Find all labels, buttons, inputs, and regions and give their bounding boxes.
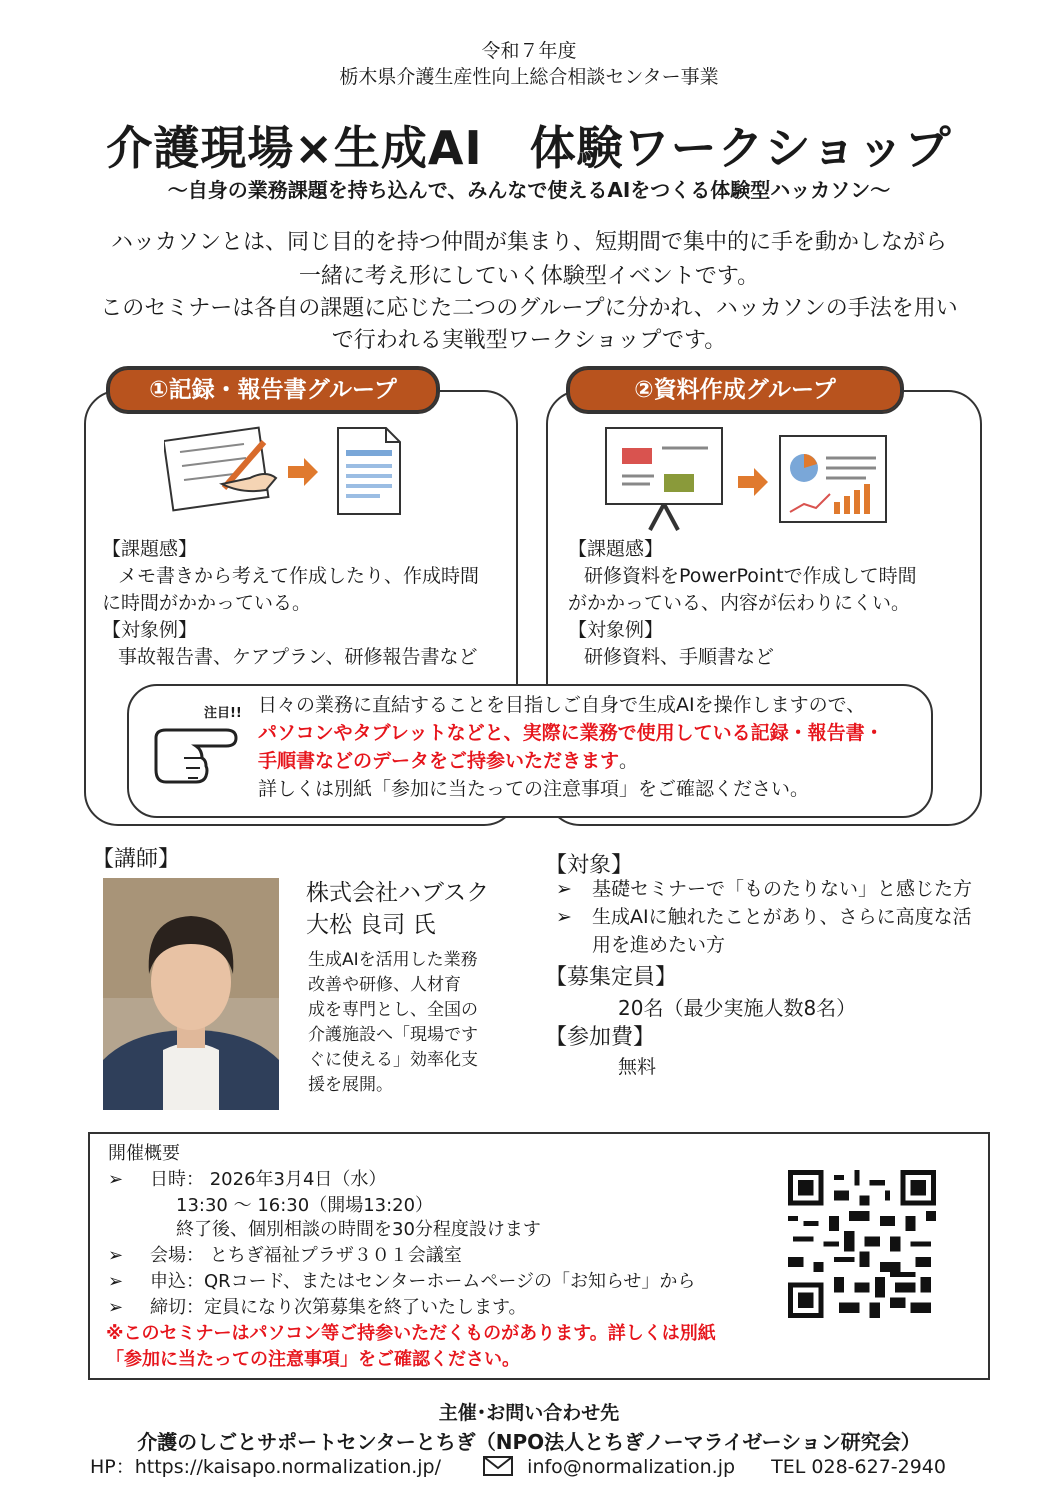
group2-target-heading: 【対象例】 [568,619,664,641]
lecturer-company: 株式会社ハブスク [306,880,490,906]
page-title: 介護現場×生成AI 体験ワークショップ [106,121,952,175]
event-heading: 開催概要 [108,1143,180,1164]
header-project: 栃木県介護生産性向上総合相談センター事業 [339,66,719,88]
notice-tag: 注目!! [204,706,242,721]
lecturer-photo [103,878,279,1110]
lecturer-bio-line: ぐに使える」効率化支 [308,1050,478,1070]
fee-value: 無料 [618,1056,657,1078]
event-venue-text: 会場： とちぎ福祉プラザ３０１会議室 [150,1245,462,1266]
page-subtitle: ～自身の業務課題を持ち込んで、みんなで使えるAIをつくる体験型ハッカソン～ [167,178,891,202]
lecturer-bio-line: 生成AIを活用した業務 [308,950,478,970]
target-heading: 【対象】 [545,853,634,878]
notice-highlight-text: 手順書などのデータをご持参いただきます [258,750,620,772]
intro-line: で行われる実戦型ワークショップです。 [331,328,727,353]
group1-issue-text: メモ書きから考えて作成したり、作成時間 [118,565,480,587]
group2-label: ②資料作成グループ [566,366,904,414]
event-apply [108,1270,695,1294]
group2-issue-text: がかかっている、内容が伝わりにくい。 [568,592,911,614]
writing-to-document-illustration [164,422,412,518]
event-date-text: 日時： 2026年3月4日（水） [150,1169,387,1190]
phone-number: TEL 028-627-2940 [771,1456,946,1478]
arrow-right-icon [288,458,318,486]
intro-line: 一緒に考え形にしていく体験型イベントです。 [298,264,760,289]
document-icon [338,428,400,514]
capacity-value: 20名（最少実施人数8名） [618,996,857,1020]
presentation-to-report-illustration [604,424,890,536]
bullet-arrow-icon: ➢ [108,1245,124,1266]
notice-period: 。 [619,750,639,772]
notice-highlight: パソコンやタブレットなどと、実際に業務で使用している記録・報告書・ [258,722,884,744]
group1-issue-text: に時間がかかっている。 [102,592,312,614]
pointing-hand-icon [148,716,252,788]
group1-target-heading: 【対象例】 [102,619,198,641]
writing-hand-icon [164,428,276,511]
qr-code[interactable] [788,1170,936,1318]
organizer-name: 介護のしごとサポートセンターとちぎ（NPO法人とちぎノーマライゼーション研究会） [137,1430,921,1454]
target-item-text: 用を進めたい方 [592,934,726,956]
notice-highlight [258,748,638,775]
notice-text: 詳しくは別紙「参加に当たっての注意事項」をご確認ください。 [258,778,810,800]
mail-icon [483,1456,513,1476]
group1-issue-heading: 【課題感】 [102,538,198,560]
presentation-board-icon [606,428,722,530]
target-item-text: 生成AIに触れたことがあり、さらに高度な活 [592,906,972,928]
event-time-note: 終了後、個別相談の時間を30分程度設けます [176,1219,541,1240]
lecturer-name: 大松 良司 氏 [306,912,436,938]
bullet-arrow-icon: ➢ [556,906,572,928]
event-date [108,1168,386,1192]
organizer-heading: 主催･お問い合わせ先 [438,1402,620,1424]
group2-issue-heading: 【課題感】 [568,538,664,560]
lecturer-bio-line: 援を展開。 [308,1075,393,1095]
event-time: 13:30 ～ 16:30（開場13:20） [176,1195,434,1216]
bullet-arrow-icon: ➢ [108,1297,124,1318]
arrow-right-icon [738,468,768,496]
event-warning: 「参加に当たっての注意事項」をご確認ください。 [106,1349,520,1370]
group1-label: ①記録・報告書グループ [106,366,440,414]
lecturer-bio-line: 介護施設へ「現場です [308,1025,478,1045]
intro-line: ハッカソンとは、同じ目的を持つ仲間が集まり、短期間で集中的に手を動かしながら [110,230,947,255]
header-year: 令和７年度 [481,40,577,62]
capacity-heading: 【募集定員】 [545,965,678,990]
fee-heading: 【参加費】 [545,1025,656,1050]
bullet-arrow-icon: ➢ [556,878,572,900]
chart-report-icon [780,436,886,522]
event-deadline-text: 締切：定員になり次第募集を終了いたします。 [150,1297,527,1318]
group1-target-text: 事故報告書、ケアプラン、研修報告書など [118,646,478,668]
event-venue [108,1244,462,1268]
group2-target-text: 研修資料、手順書など [584,646,775,668]
bullet-arrow-icon: ➢ [108,1271,124,1292]
event-deadline [108,1296,527,1320]
lecturer-heading: 【講師】 [92,847,181,872]
target-item-text: 基礎セミナーで「ものたりない」と感じた方 [592,878,973,900]
bullet-arrow-icon: ➢ [108,1169,124,1190]
target-item [556,876,972,903]
lecturer-bio-line: 改善や研修、人材育 [308,975,461,995]
notice-text: 日々の業務に直結することを目指しご自身で生成AIを操作しますので、 [258,694,866,716]
contact-line [90,1452,1010,1479]
homepage-link[interactable]: HP：https://kaisapo.normalization.jp/ [90,1456,442,1478]
group2-issue-text: 研修資料をPowerPointで作成して時間 [584,565,917,587]
email-link[interactable]: info@normalization.jp [527,1456,736,1478]
intro-line: このセミナーは各自の課題に応じた二つのグループに分かれ、ハッカソンの手法を用い [100,296,958,321]
target-item [556,904,972,931]
lecturer-bio-line: 成を専門とし、全国の [308,1000,478,1020]
event-apply-text: 申込：QRコード、またはセンターホームページの「お知らせ」から [150,1271,696,1292]
event-warning: ※このセミナーはパソコン等ご持参いただくものがあります。詳しくは別紙 [106,1323,716,1344]
